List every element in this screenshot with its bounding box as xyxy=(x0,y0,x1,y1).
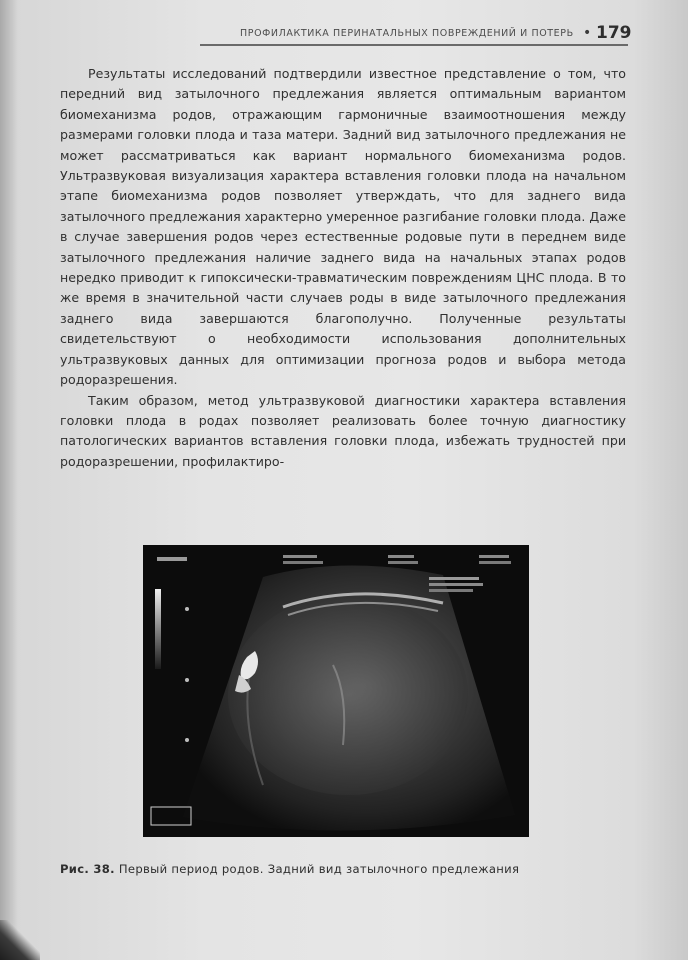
paragraph: Таким образом, метод ультразвуковой диагностики характера вставления головки плода в родах позволяет реализовать более точную диагностику патологических вариантов вставления головки плода, избежать трудностей при родоразрешении, профилактиро- xyxy=(60,392,626,469)
running-title: ПРОФИЛАКТИКА ПЕРИНАТАЛЬНЫХ ПОВРЕЖДЕНИЙ И ПОТЕРЬ xyxy=(240,28,574,39)
ultrasound-scan-graphic xyxy=(143,545,529,837)
ultrasound-image xyxy=(143,545,529,837)
page-number: 179 xyxy=(596,23,632,43)
scan-corner-shadow xyxy=(0,920,40,960)
running-header xyxy=(200,22,632,44)
paragraph: Результаты исследований подтвердили известное представление о том, что передний вид затылочного предлежания является оптимальным вариантом биомеханизма родов, отражающим гармоничные взаимоотношения между размерами головки плода и таза матери. Задний вид затылочного предлежания не может рассматриваться как вариант нормального биомеханизма родов. Ультразвуковая визуализация характера вставления головки плода на начальном этапе биомеханизма родов позволяет утверждать, что для заднего вида затылочного предлежания характерно умеренное разгибание головки плода. Даже в случае завершения родов через естественные родовые пути в переднем виде затылочного предлежания наличие заднего вида на начальных этапах родов нередко приводит к гипоксически-травматическим повреждениям ЦНС плода. В то же время в значительной части случаев роды в виде затылочного предлежания заднего вида завершаются благополучно. Полученные результаты свидетельствуют о необходимости использования дополнительных ультразвуковых данных для оптимизации прогноза родов и выбора метода родоразрешения. xyxy=(60,66,626,388)
figure-caption xyxy=(60,862,626,876)
grayscale-bar xyxy=(155,589,161,669)
figure-caption-text: Первый период родов. Задний вид затылочного предлежания xyxy=(118,862,520,876)
figure-label: Рис. 38. xyxy=(60,862,115,876)
page-gutter-shadow xyxy=(0,0,18,960)
header-bullet: • xyxy=(583,25,592,41)
fetal-head-outline xyxy=(228,595,468,795)
body-text xyxy=(60,64,626,472)
header-rule xyxy=(200,44,628,46)
